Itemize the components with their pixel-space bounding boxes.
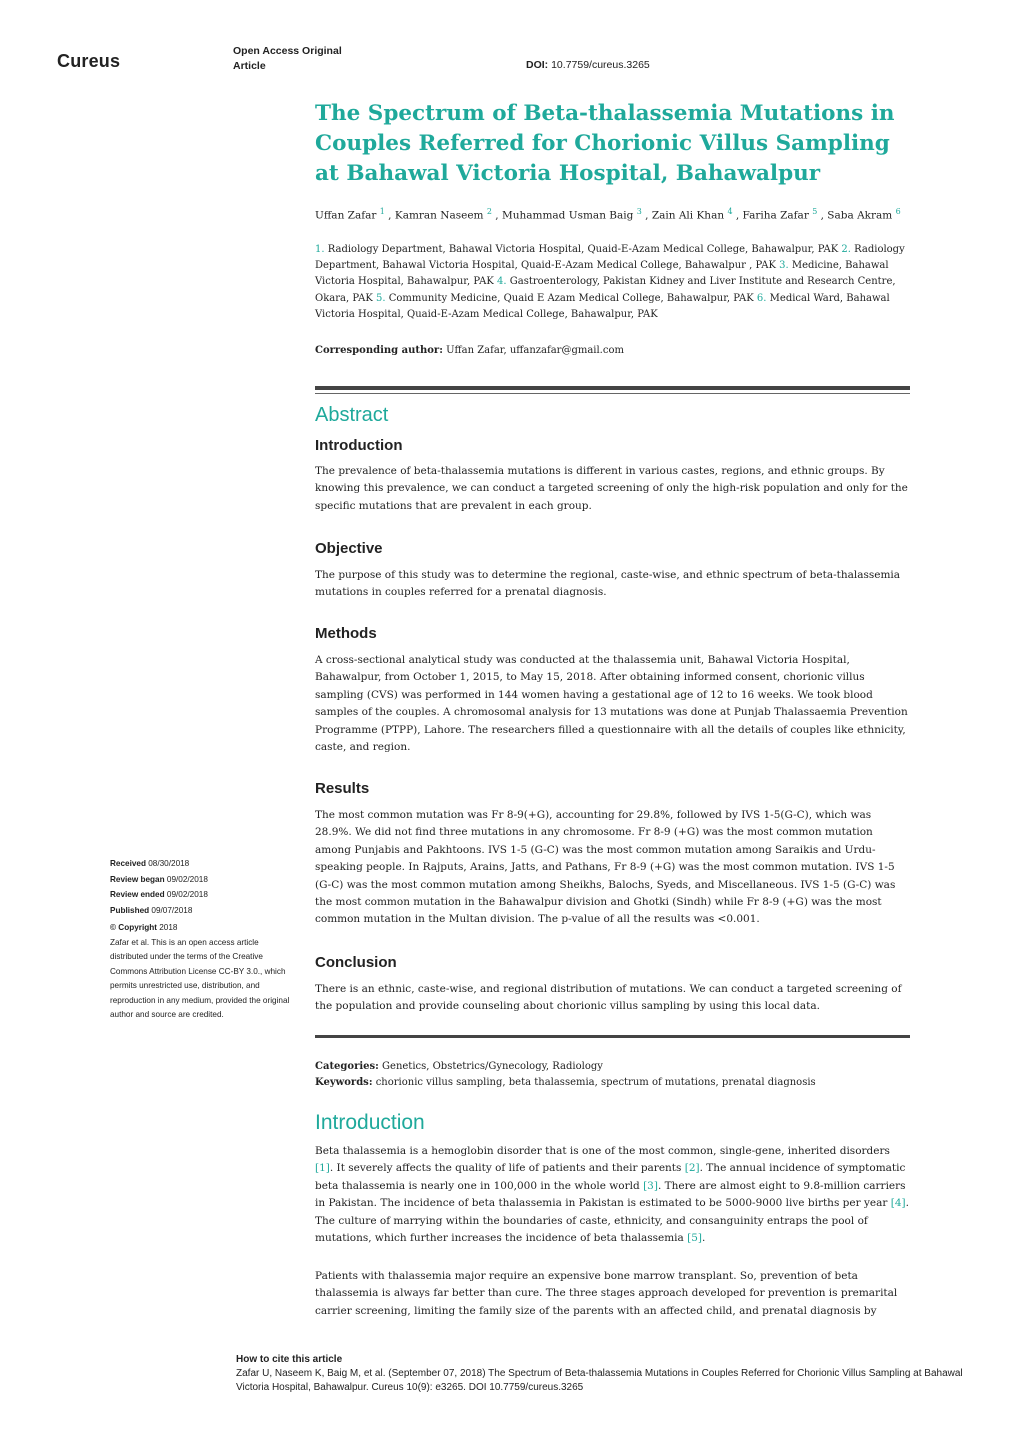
abstract-methods-text: A cross-sectional analytical study was conducted at the thalassemia unit, Bahawal Victoria Hospital, Bahawalpur, from October 1, 2015, to May 15, 2018. After obtaining informed consent, chorionic villus sampling (CVS) was performed in 144 women having a gestational age of 12 to 16 weeks. We took blood samples of the couples. A chromosomal analysis for 13 mutations was done at Punjab Thalassaemia Prevention Programme (PTPP), Lahore. The researchers filled a questionnaire with all the details of couples like ethnicity, caste, and region. <box>315 654 908 754</box>
article-type-line2: Article <box>233 60 266 72</box>
affiliation-text: Medicine, Bahawal Victoria Hospital, Bahawalpur, PAK <box>315 260 889 288</box>
affiliation-number: 5. <box>376 292 386 304</box>
article-type <box>233 44 342 74</box>
author-affiliation-number[interactable]: 1 <box>379 207 385 216</box>
categories-value: Genetics, Obstetrics/Gynecology, Radiology <box>382 1061 603 1072</box>
affiliation-number: 4. <box>497 276 507 288</box>
affiliation-number: 6. <box>756 292 767 304</box>
abstract-conclusion-text: There is an ethnic, caste-wise, and regional distribution of mutations. We can conduct a targeted screening of the population and provide counseling about chorionic villus sampling by using this local data. <box>315 983 902 1013</box>
affiliation-number: 2. <box>841 244 851 255</box>
author-list: Uffan Zafar $^1$ , Kamran Naseem $^2$ , Muhammad Usman Baig $^3$ , Zain Ali Khan $^4$ , Fariha Zafar $^5$ , Saba Akram $^6$ <box>315 207 901 222</box>
affiliation-text: Radiology Department, Bahawal Victoria Hospital, Quaid-E-Azam Medical College, Bahawalpur, PAK <box>327 244 839 255</box>
keywords <box>315 1075 816 1091</box>
citation-link[interactable]: [3] <box>643 1179 658 1192</box>
author-affiliation-number[interactable]: 6 <box>895 207 901 216</box>
affiliation-number: 1. <box>315 244 325 255</box>
citation-link[interactable]: [1] <box>315 1162 330 1175</box>
received-date: Received 08/30/2018 <box>110 859 190 868</box>
abstract-heading: Abstract <box>315 404 389 426</box>
doi-label: DOI: <box>526 59 549 71</box>
doi-value[interactable]: 10.7759/cureus.3265 <box>551 59 650 71</box>
abstract-introduction-heading: Introduction <box>315 437 403 454</box>
affiliation-list <box>315 242 910 323</box>
introduction-heading: Introduction <box>315 1111 425 1134</box>
author-name[interactable]: Muhammad Usman Baig <box>501 209 634 222</box>
article-title: The Spectrum of Beta-thalassemia Mutations in Couples Referred for Chorionic Villus Sampling at Bahawal Victoria Hospital, Bahawalpur <box>315 101 895 186</box>
review-ended-date: Review ended 09/02/2018 <box>110 890 208 899</box>
citation-link[interactable]: [4] <box>890 1197 906 1210</box>
copyright-notice <box>110 921 295 1023</box>
affiliation-text: Gastroenterology, Pakistan Kidney and Liver Institute and Research Centre, Okara, PAK <box>315 276 896 304</box>
affiliation-number: 3. <box>779 260 789 272</box>
corresponding-author-value[interactable]: Uffan Zafar, uffanzafar@gmail.com <box>446 345 624 356</box>
author-affiliation-number[interactable]: 3 <box>636 207 642 216</box>
article-type-line1: Open Access Original <box>233 45 342 57</box>
abstract-divider-bottom <box>315 1035 910 1038</box>
author-name[interactable]: Saba Akram <box>827 209 893 222</box>
abstract-conclusion-heading: Conclusion <box>315 954 397 971</box>
doi <box>526 59 650 71</box>
author-name[interactable]: Kamran Naseem <box>394 209 484 222</box>
abstract-objective-text: The purpose of this study was to determine the regional, caste-wise, and ethnic spectrum of beta-thalassemia mutations in couples referred for a prenatal diagnosis. <box>315 569 901 599</box>
categories-keywords <box>315 1059 816 1091</box>
journal-logo: Cureus <box>57 51 121 71</box>
abstract-results-heading: Results <box>315 780 370 797</box>
corresponding-author <box>315 345 624 356</box>
abstract-divider-top-thin <box>315 393 910 394</box>
author-name[interactable]: Zain Ali Khan <box>651 209 725 222</box>
introduction-paragraph-2: Patients with thalassemia major require an expensive bone marrow transplant. So, prevention of beta thalassemia is always far better than cure. The three stages approach developed for prevention is premarital carrier screening, limiting the family size of the parents with an affected child, and prenatal diagnosis by <box>315 1270 898 1317</box>
corresponding-author-label: Corresponding author: <box>315 345 443 356</box>
citation-link[interactable]: [5] <box>687 1232 703 1245</box>
copyright-line: © Copyright 2018 <box>110 923 178 932</box>
published-date: Published 09/07/2018 <box>110 905 193 915</box>
author-affiliation-number[interactable]: 2 <box>486 207 492 216</box>
abstract-introduction-text: The prevalence of beta-thalassemia mutations is different in various castes, regions, and ethnic groups. By knowing this prevalence, we can conduct a targeted screening of only the high-risk population and only for the specific mutations that are prevalent in each group. <box>315 465 908 512</box>
author-name[interactable]: Fariha Zafar <box>742 209 809 222</box>
review-began-date: Review began 09/02/2018 <box>110 874 208 884</box>
keywords-label: Keywords: <box>315 1077 373 1088</box>
abstract-methods-heading: Methods <box>315 625 377 642</box>
how-to-cite-label: How to cite this article <box>236 1354 343 1365</box>
affiliation-text: Community Medicine, Quaid E Azam Medical College, Bahawalpur, PAK <box>388 292 754 304</box>
author-affiliation-number[interactable]: 5 <box>812 207 818 216</box>
affiliation-text: Medical Ward, Bahawal Victoria Hospital, Quaid-E-Azam Medical College, Bahawalpur, PAK <box>315 292 890 320</box>
abstract-divider-top <box>315 386 910 390</box>
license-text: Zafar et al. This is an open access article distributed under the terms of the Creative Commons Attribution License CC-BY 3.0., which permits unrestricted use, distribution, and reproduction in any medium, provided the original author and source are credited. <box>110 937 290 1019</box>
affiliation-text: Radiology Department, Bahawal Victoria Hospital, Quaid-E-Azam Medical College, Bahawalpur , PAK <box>315 244 905 272</box>
author-affiliation-number[interactable]: 4 <box>727 207 733 216</box>
abstract-results-text: The most common mutation was Fr 8-9(+G), accounting for 29.8%, followed by IVS 1-5(G-C), which was 28.9%. We did not find three mutations in any chromosome. Fr 8-9 (+G) was the most common mutation among Punjabis and Pakhtoons. IVS 1-5 (G-C) was the most common mutation among Saraikis and Urdu-speaking people. In Rajputs, Arains, Jatts, and Pathans, Fr 8-9 (+G) was the most common mutation. IVS 1-5 (G-C) was the most common mutation among Sheikhs, Balochs, Syeds, and Miscellaneous. IVS 1-5 (G-C) was the most common mutation in the Bahawalpur division and Ghotki (Sindh) while Fr 8-9 (+G) was the most common mutation in the Multan division. The p-value of all the results was <0.001. <box>315 809 896 926</box>
article-dates <box>110 856 290 918</box>
citation-link[interactable]: [2] <box>684 1162 700 1175</box>
abstract-objective-heading: Objective <box>315 540 383 557</box>
author-name[interactable]: Uffan Zafar <box>315 209 377 222</box>
introduction-paragraph-1: Beta thalassemia is a hemoglobin disorder that is one of the most common, single-gene, inherited disorders [1]. It severely affects the quality of life of patients and their parents [2]. The annual incidence of symptomatic beta thalassemia is nearly one in 100,000 in the whole world [3]. There are almost eight to 9.8-million carriers in Pakistan. The incidence of beta thalassemia in Pakistan is estimated to be 5000-9000 live births per year [4]. The culture of marrying within the boundaries of caste, ethnicity, and consanguinity entraps the pool of mutations, which further increases the incidence of beta thalassemia [5]. <box>315 1145 909 1245</box>
categories-label: Categories: <box>315 1061 379 1072</box>
keywords-value: chorionic villus sampling, beta thalassemia, spectrum of mutations, prenatal diagnosis <box>375 1077 816 1088</box>
categories <box>315 1059 816 1075</box>
how-to-cite-text: Zafar U, Naseem K, Baig M, et al. (September 07, 2018) The Spectrum of Beta-thalassemia Mutations in Couples Referred for Chorionic Villus Sampling at Bahawal Victoria Hospital, Bahawalpur. Cureus 10(9): e3265. DOI 10.7759/cureus.3265 <box>236 1368 963 1393</box>
